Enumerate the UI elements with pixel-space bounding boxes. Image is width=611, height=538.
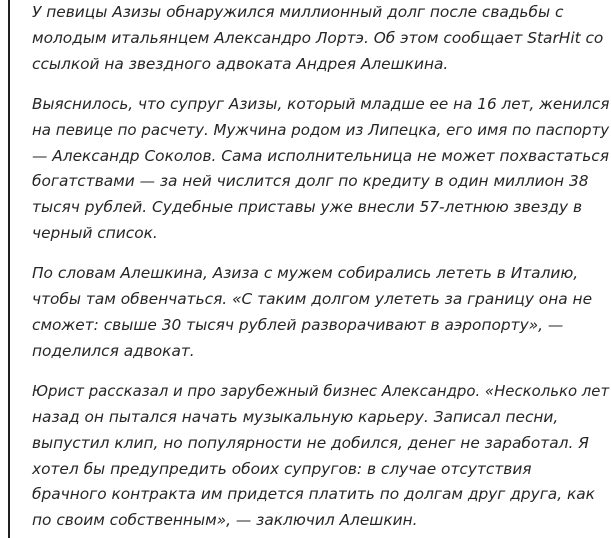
paragraph-line: брачного контракта им придется платить по долгам друг друга, как <box>32 485 595 504</box>
paragraph-line: поделился адвокат. <box>32 341 195 360</box>
paragraph-line: сможет: свыше 30 тысяч рублей разворачивают в аэропорту», — <box>32 315 564 334</box>
paragraph-line: — Александр Соколов. Сама исполнительница не может похвастаться <box>32 146 609 165</box>
paragraph-line: по своим собственным», — заключил Алешкин. <box>32 511 418 530</box>
paragraph-line: ссылкой на звездного адвоката Андрея Алешкина. <box>32 54 449 73</box>
paragraph-line: чтобы там обвенчаться. «С таким долгом улететь за границу она не <box>32 290 593 309</box>
paragraph-4 <box>32 379 610 534</box>
paragraph-line: Юрист рассказал и про зарубежный бизнес Александро. «Несколько лет <box>32 382 610 401</box>
paragraph-line: на певице по расчету. Мужчина родом из Липецка, его имя по паспорту <box>32 120 610 139</box>
paragraph-2 <box>32 92 610 247</box>
paragraph-line: По словам Алешкина, Азиза с мужем собирались лететь в Италию, <box>32 264 579 283</box>
paragraph-line: выпустил клип, но популярности не добился, денег не заработал. Я <box>32 433 589 452</box>
paragraph-line: молодым итальянцем Александро Лортэ. Об этом сообщает StarHit со <box>32 28 604 47</box>
paragraph-1 <box>32 0 610 77</box>
paragraph-line: хотел бы предупредить обоих супругов: в случае отсутствия <box>32 459 532 478</box>
paragraph-3 <box>32 261 610 364</box>
paragraph-line: черный список. <box>32 223 158 242</box>
paragraph-line: тысяч рублей. Судебные приставы уже внесли 57-летнюю звезду в <box>32 198 583 217</box>
paragraph-line: богатствами — за ней числится долг по кредиту в один миллион 38 <box>32 172 589 191</box>
paragraph-line: назад он пытался начать музыкальную карьеру. Записал песни, <box>32 407 559 426</box>
paragraph-line: Выяснилось, что супруг Азизы, который младше ее на 16 лет, женился <box>32 94 610 113</box>
paragraph-line: У певицы Азизы обнаружился миллионный долг после свадьбы с <box>32 3 564 21</box>
left-border-rule <box>8 0 10 538</box>
article-body <box>32 0 610 538</box>
